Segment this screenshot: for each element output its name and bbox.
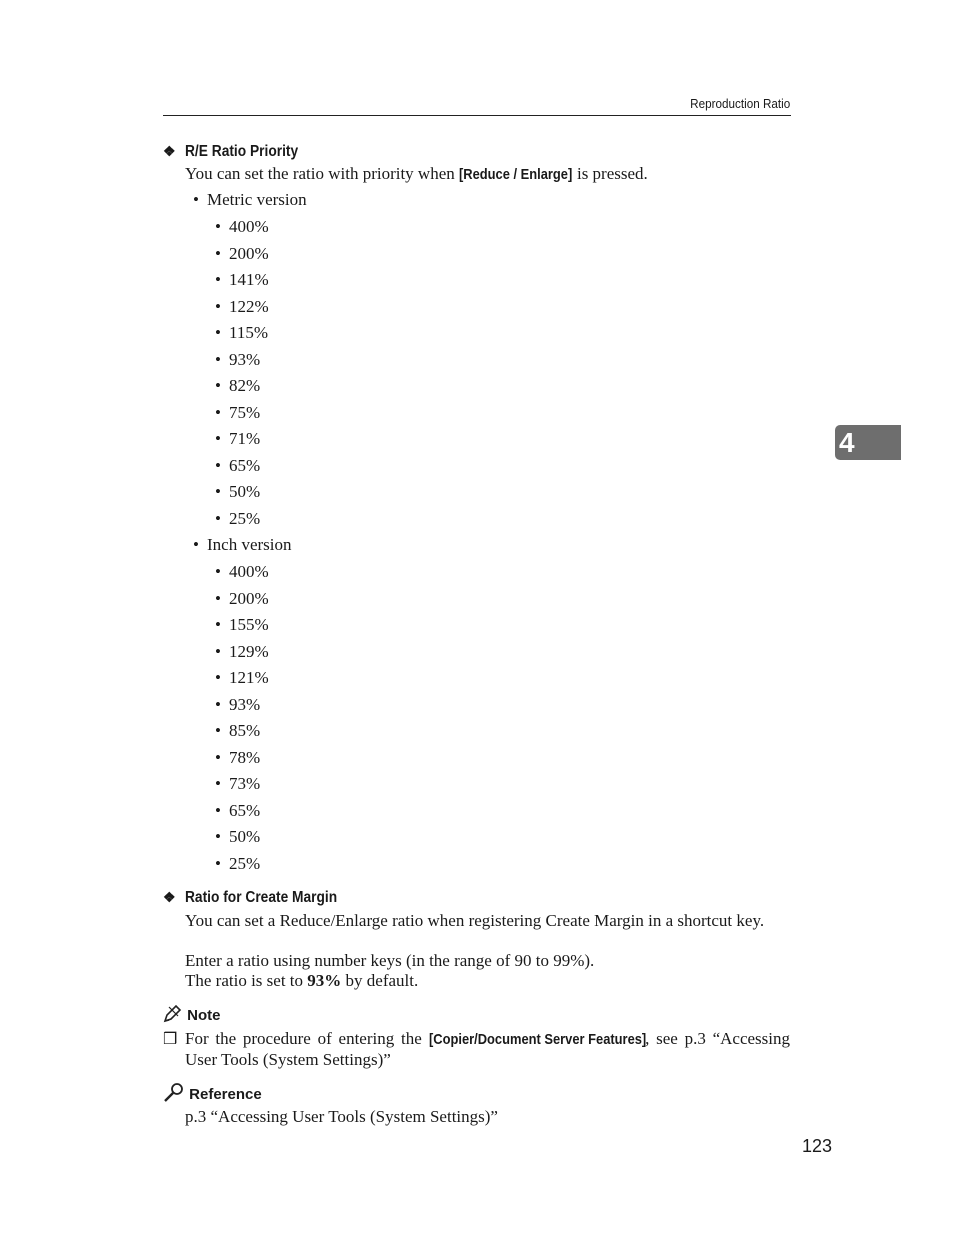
section-heading-ratio-create-margin: ❖ Ratio for Create Margin: [163, 889, 338, 906]
ratio-list-item: • 155%: [215, 615, 269, 634]
ratio-list-item: • 71%: [215, 429, 261, 448]
ratio-list-item: • 400%: [215, 562, 269, 581]
ratio-list-item: • 93%: [215, 349, 261, 369]
metric-version-item: • Metric version: [193, 190, 307, 209]
copier-document-server-features-key-label: [Copier/Document Server Features]: [428, 1031, 646, 1048]
ratio-list-item: • 129%: [215, 641, 269, 661]
ratio-list-item: • 122%: [215, 296, 269, 316]
note-text: For the procedure of entering the [Copier/Document Server Features], see p.3 “Accessing User Tools (System Settings)”: [185, 1029, 790, 1069]
section1-intro: You can set the ratio with priority when [Reduce / Enlarge] is pressed.: [185, 164, 648, 183]
header-rule: [163, 115, 791, 116]
ratio-list-item: • 200%: [215, 588, 269, 608]
ratio-list-item: • 25%: [215, 508, 261, 528]
magnifier-reference-icon: [163, 1082, 185, 1102]
ratio-list-item: • 65%: [215, 455, 261, 475]
ratio-list-item: • 25%: [215, 853, 261, 873]
pencil-note-icon: [163, 1005, 183, 1023]
header-title: Reproduction Ratio: [689, 96, 790, 111]
ratio-list-item: • 50%: [215, 827, 261, 846]
reference-heading: Reference: [163, 1082, 262, 1103]
ratio-list-item: • 200%: [215, 243, 269, 263]
ratio-list-item: • 50%: [215, 482, 261, 501]
ratio-list-item: • 65%: [215, 800, 261, 820]
ratio-list-item: • 400%: [215, 217, 269, 236]
ratio-list-item: • 115%: [215, 323, 269, 342]
ratio-list-item: • 141%: [215, 270, 269, 289]
section2-line2: Enter a ratio using number keys (in the range of 90 to 99%).: [185, 951, 595, 970]
section-heading-re-ratio-priority: ❖ R/E Ratio Priority: [163, 143, 299, 160]
ratio-list-item: • 78%: [215, 747, 261, 767]
diamond-icon: ❖: [163, 143, 176, 159]
page-number: 123: [802, 1136, 833, 1156]
ratio-list-item: • 121%: [215, 668, 269, 687]
reduce-enlarge-key-label: [Reduce / Enlarge]: [459, 166, 573, 183]
ratio-list-item: • 75%: [215, 402, 261, 422]
ratio-list-item: • 93%: [215, 694, 261, 714]
ratio-list-item: • 73%: [215, 774, 261, 793]
note-heading: Note: [163, 1005, 221, 1024]
section2-line1: You can set a Reduce/Enlarge ratio when registering Create Margin in a shortcut key.: [185, 911, 765, 930]
ratio-list-item: • 85%: [215, 721, 261, 740]
section2-line3: The ratio is set to 93% by default.: [185, 971, 419, 990]
note-checkbox-icon: ❒: [163, 1031, 178, 1048]
reference-text: p.3 “Accessing User Tools (System Settings)”: [185, 1107, 498, 1126]
inch-version-item: • Inch version: [193, 535, 292, 554]
ratio-list-item: • 82%: [215, 376, 261, 395]
diamond-icon: ❖: [163, 889, 176, 905]
chapter-tab: 4: [835, 425, 901, 460]
